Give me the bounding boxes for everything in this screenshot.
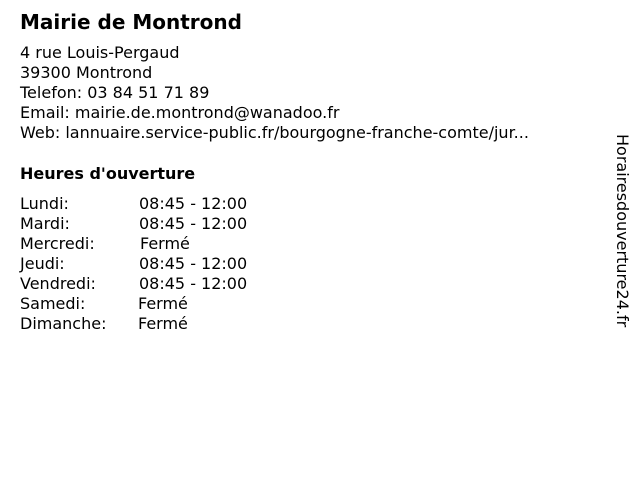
day-label: Lundi: xyxy=(20,194,69,213)
hours-row-saturday xyxy=(20,294,340,314)
opening-hours-table xyxy=(20,194,340,334)
day-hours: 08:45 - 12:00 xyxy=(139,254,248,273)
website-url: Web: lannuaire.service-public.fr/bourgogne-franche-comte/jur... xyxy=(20,123,529,142)
hours-row-sunday xyxy=(20,314,340,334)
address-block xyxy=(20,43,529,143)
day-hours: 08:45 - 12:00 xyxy=(139,194,248,213)
day-hours: 08:45 - 12:00 xyxy=(139,214,248,233)
street-address: 4 rue Louis-Pergaud xyxy=(20,43,180,62)
hours-row-tuesday xyxy=(20,214,340,234)
email-address: Email: mairie.de.montrond@wanadoo.fr xyxy=(20,103,340,122)
site-brand-vertical: Horairesdouverture24.fr xyxy=(613,134,632,328)
hours-row-thursday xyxy=(20,254,340,274)
hours-row-monday xyxy=(20,194,340,214)
day-hours: 08:45 - 12:00 xyxy=(139,274,248,293)
day-hours: Fermé xyxy=(140,234,190,253)
day-label: Dimanche: xyxy=(20,314,107,333)
day-label: Jeudi: xyxy=(20,254,65,273)
day-label: Mardi: xyxy=(20,214,70,233)
day-label: Mercredi: xyxy=(20,234,95,253)
day-label: Vendredi: xyxy=(20,274,96,293)
opening-hours-heading: Heures d'ouverture xyxy=(20,164,196,183)
hours-row-friday xyxy=(20,274,340,294)
page-title: Mairie de Montrond xyxy=(20,10,242,34)
day-label: Samedi: xyxy=(20,294,86,313)
city-postal-code: 39300 Montrond xyxy=(20,63,153,82)
phone-number: Telefon: 03 84 51 71 89 xyxy=(20,83,210,102)
hours-row-wednesday xyxy=(20,234,340,254)
day-hours: Fermé xyxy=(138,314,188,333)
day-hours: Fermé xyxy=(138,294,188,313)
